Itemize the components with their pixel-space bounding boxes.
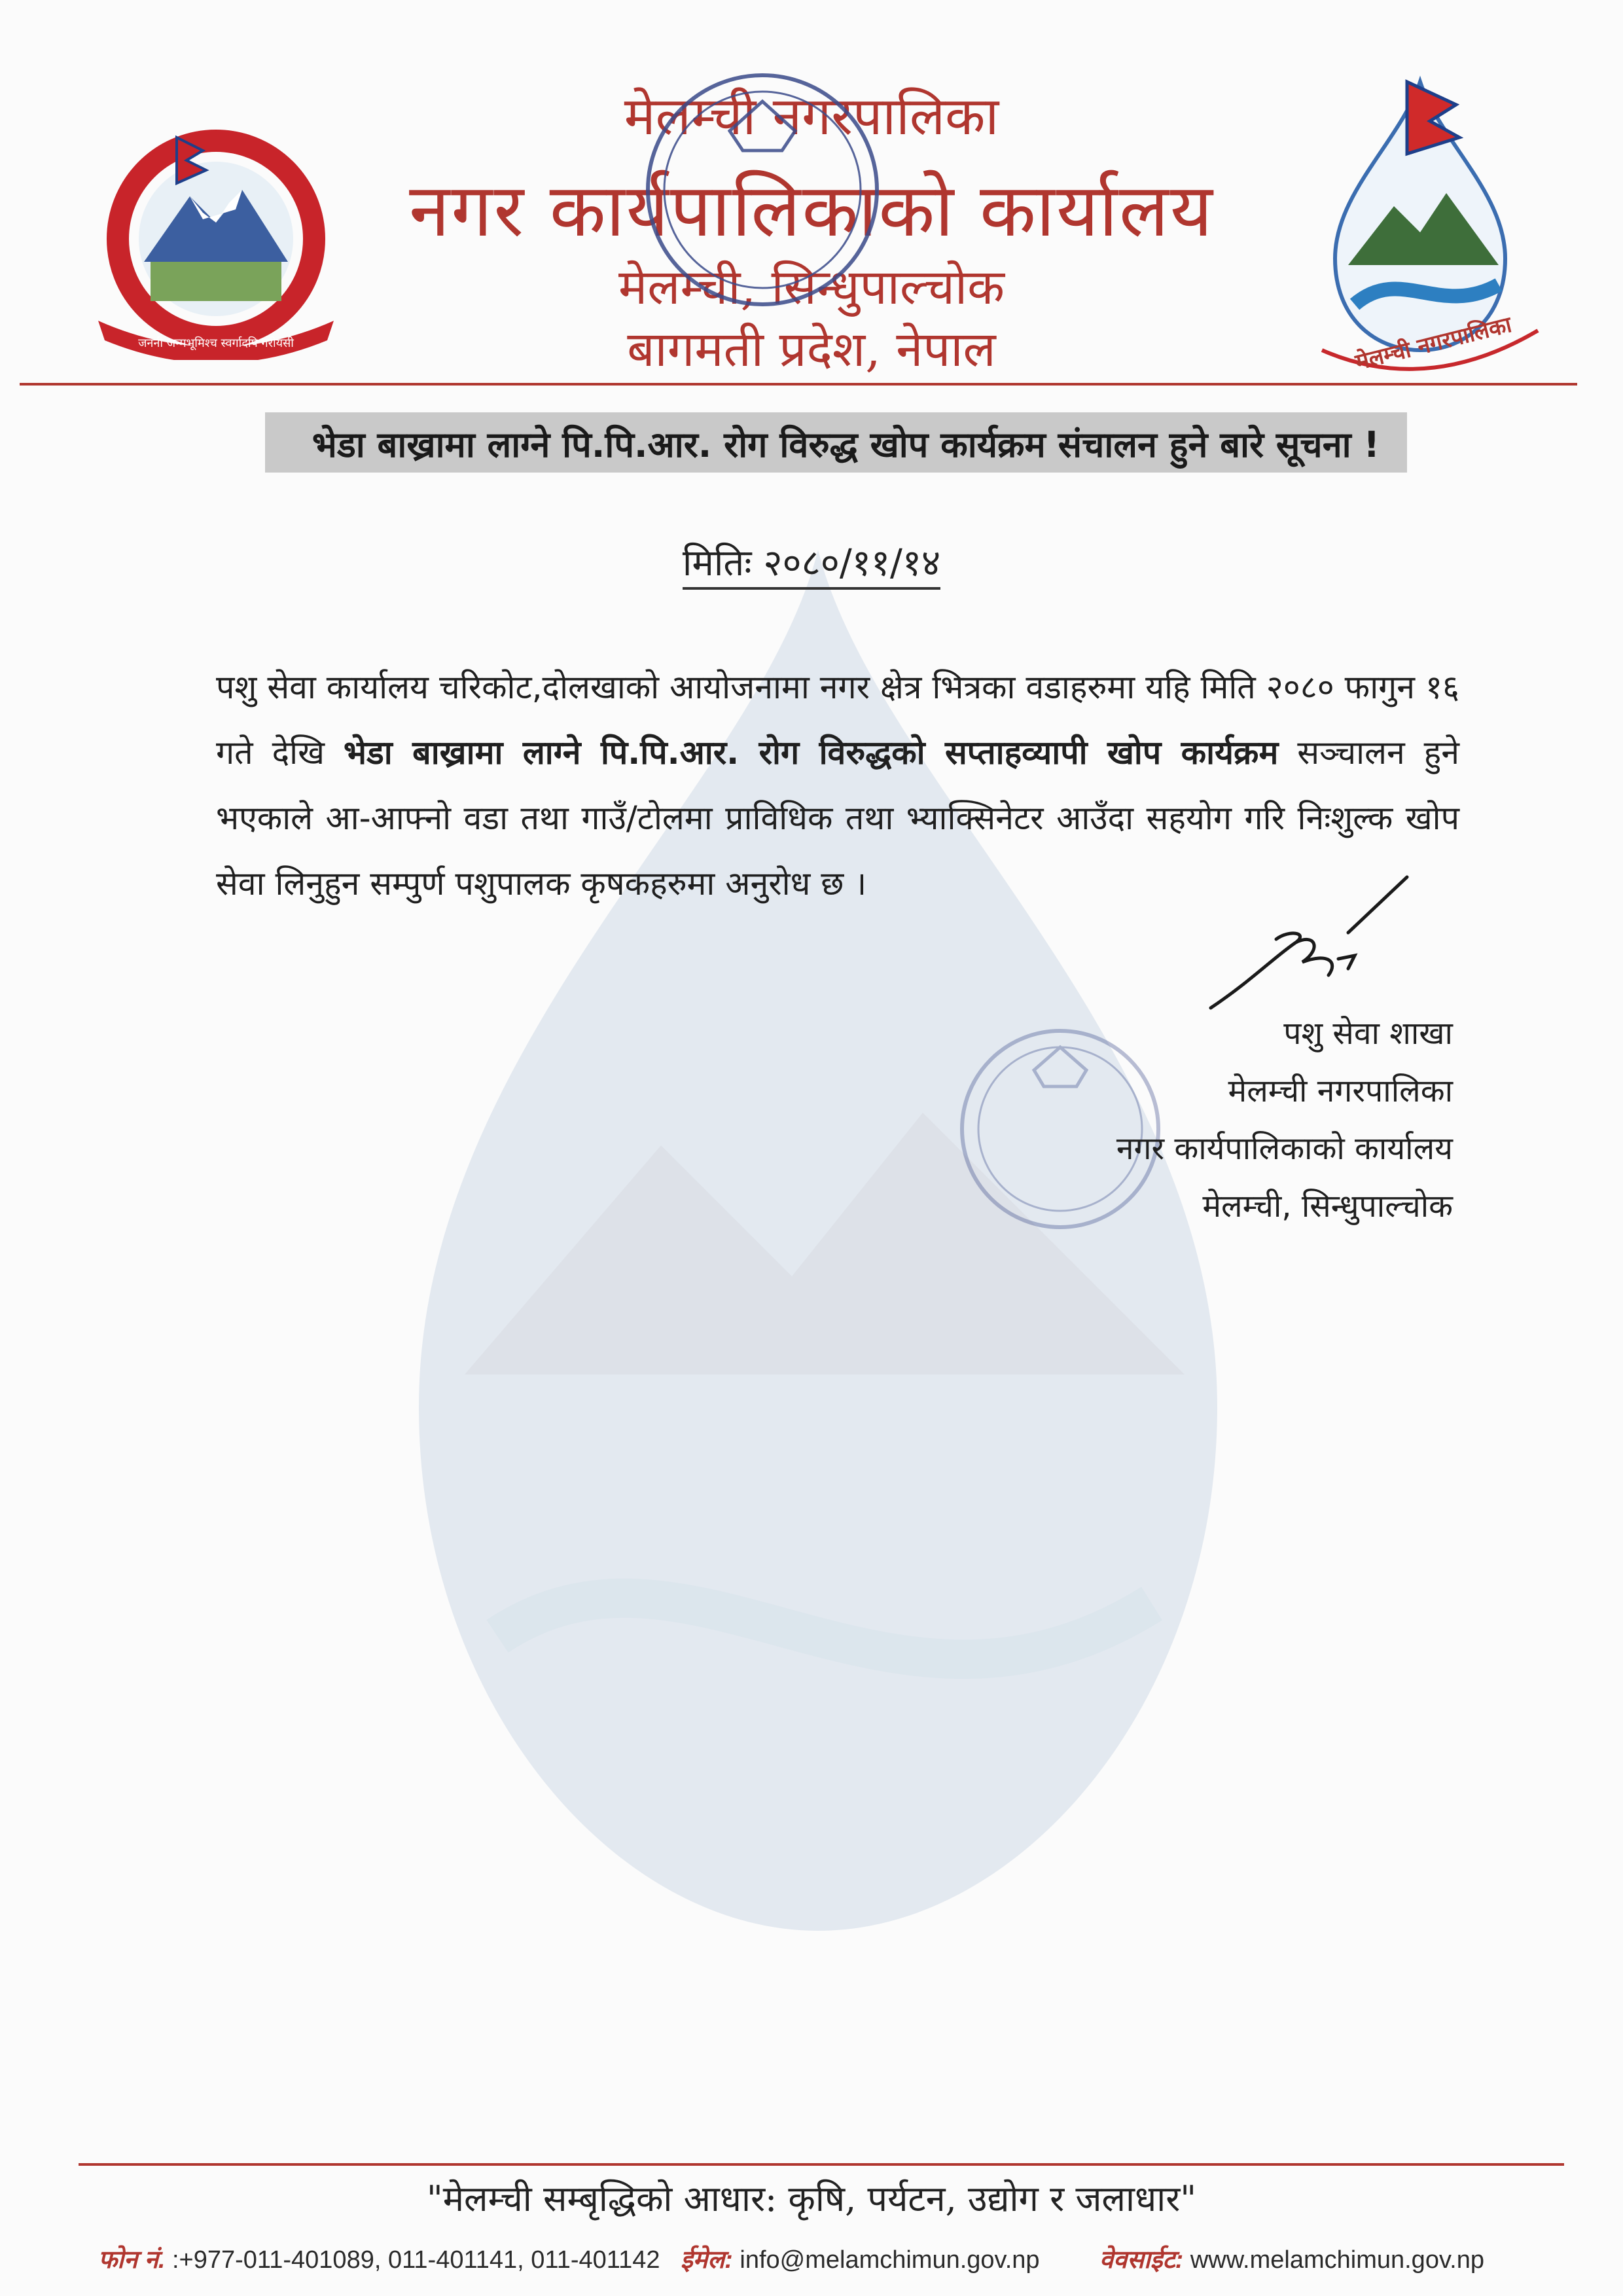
website-label: वेवसाईट: bbox=[1099, 2246, 1184, 2274]
signatory-office: नगर कार्यपालिकाको कार्यालय bbox=[1116, 1130, 1453, 1167]
footer-motto: "मेलम्ची सम्बृद्धिको आधार: कृषि, पर्यटन, उद्योग र जलाधार" bbox=[426, 2178, 1197, 2219]
body-bold-text: भेडा बाख्रामा लाग्ने पि.पि.आर. रोग विरुद्धको सप्ताहव्यापी खोप कार्यक्रम bbox=[343, 734, 1279, 772]
signatory-section: पशु सेवा शाखा bbox=[1283, 1015, 1453, 1052]
office-location: मेलम्ची, सिन्धुपाल्चोक bbox=[618, 259, 1005, 315]
office-name: नगर कार्यपालिकाको कार्यालय bbox=[409, 168, 1214, 253]
signatory-block bbox=[982, 1005, 1453, 1235]
svg-text:जननी जन्मभूमिश्च स्वर्गादपि गर: जननी जन्मभूमिश्च स्वर्गादपि गरीयसी bbox=[138, 336, 294, 350]
municipality-name: मेलम्ची नगरपालिका bbox=[624, 86, 999, 147]
footer-divider bbox=[79, 2163, 1564, 2166]
notice-title: भेडा बाख्रामा लाग्ने पि.पि.आर. रोग विरुद्ध खोप कार्यक्रम संचालन हुने बारे सूचना ! bbox=[312, 424, 1380, 465]
footer-phone bbox=[98, 2242, 660, 2276]
signature-icon bbox=[1198, 870, 1414, 1021]
phone-label: फोन नं. bbox=[98, 2246, 166, 2274]
email-label: ईमेल: bbox=[681, 2246, 733, 2274]
signatory-location: मेलम्ची, सिन्धुपाल्चोक bbox=[1202, 1188, 1453, 1225]
phone-value: :+977-011-401089, 011-401141, 011-401142 bbox=[165, 2246, 660, 2274]
logo-label: मेलम्ची नगरपालिका bbox=[1353, 311, 1514, 376]
website-value[interactable]: www.melamchimun.gov.np bbox=[1183, 2246, 1484, 2274]
official-stamp-icon bbox=[638, 65, 887, 314]
province-country: बागमती प्रदेश, नेपाल bbox=[627, 321, 996, 378]
notice-date: मितिः २०८०/११/१४ bbox=[0, 537, 1623, 586]
body-part-1: पशु सेवा कार्यालय चरिकोट,दोलखाको आयोजनामा नगर क्षेत्र भित्रका वडाहरुमा यहि मिति २०८० फागुन १६ गते देखि bbox=[216, 668, 1459, 772]
body-part-2: सञ्चालन हुने भएकाले आ-आफ्नो वडा तथा गाउँ/टोलमा प्राविधिक तथा भ्याक्सिनेटर आउँदा सहयोग गरि निःशुल्क खोप सेवा लिनुहुन सम्पुर्ण पशुपालक कृषकहरुमा अनुरोध छ । bbox=[216, 734, 1459, 903]
signatory-municipality: मेलम्ची नगरपालिका bbox=[1228, 1073, 1453, 1109]
email-value[interactable]: info@melamchimun.gov.np bbox=[732, 2246, 1040, 2274]
footer-website bbox=[1099, 2242, 1484, 2276]
footer-email bbox=[681, 2242, 1040, 2276]
header-divider bbox=[20, 383, 1577, 386]
